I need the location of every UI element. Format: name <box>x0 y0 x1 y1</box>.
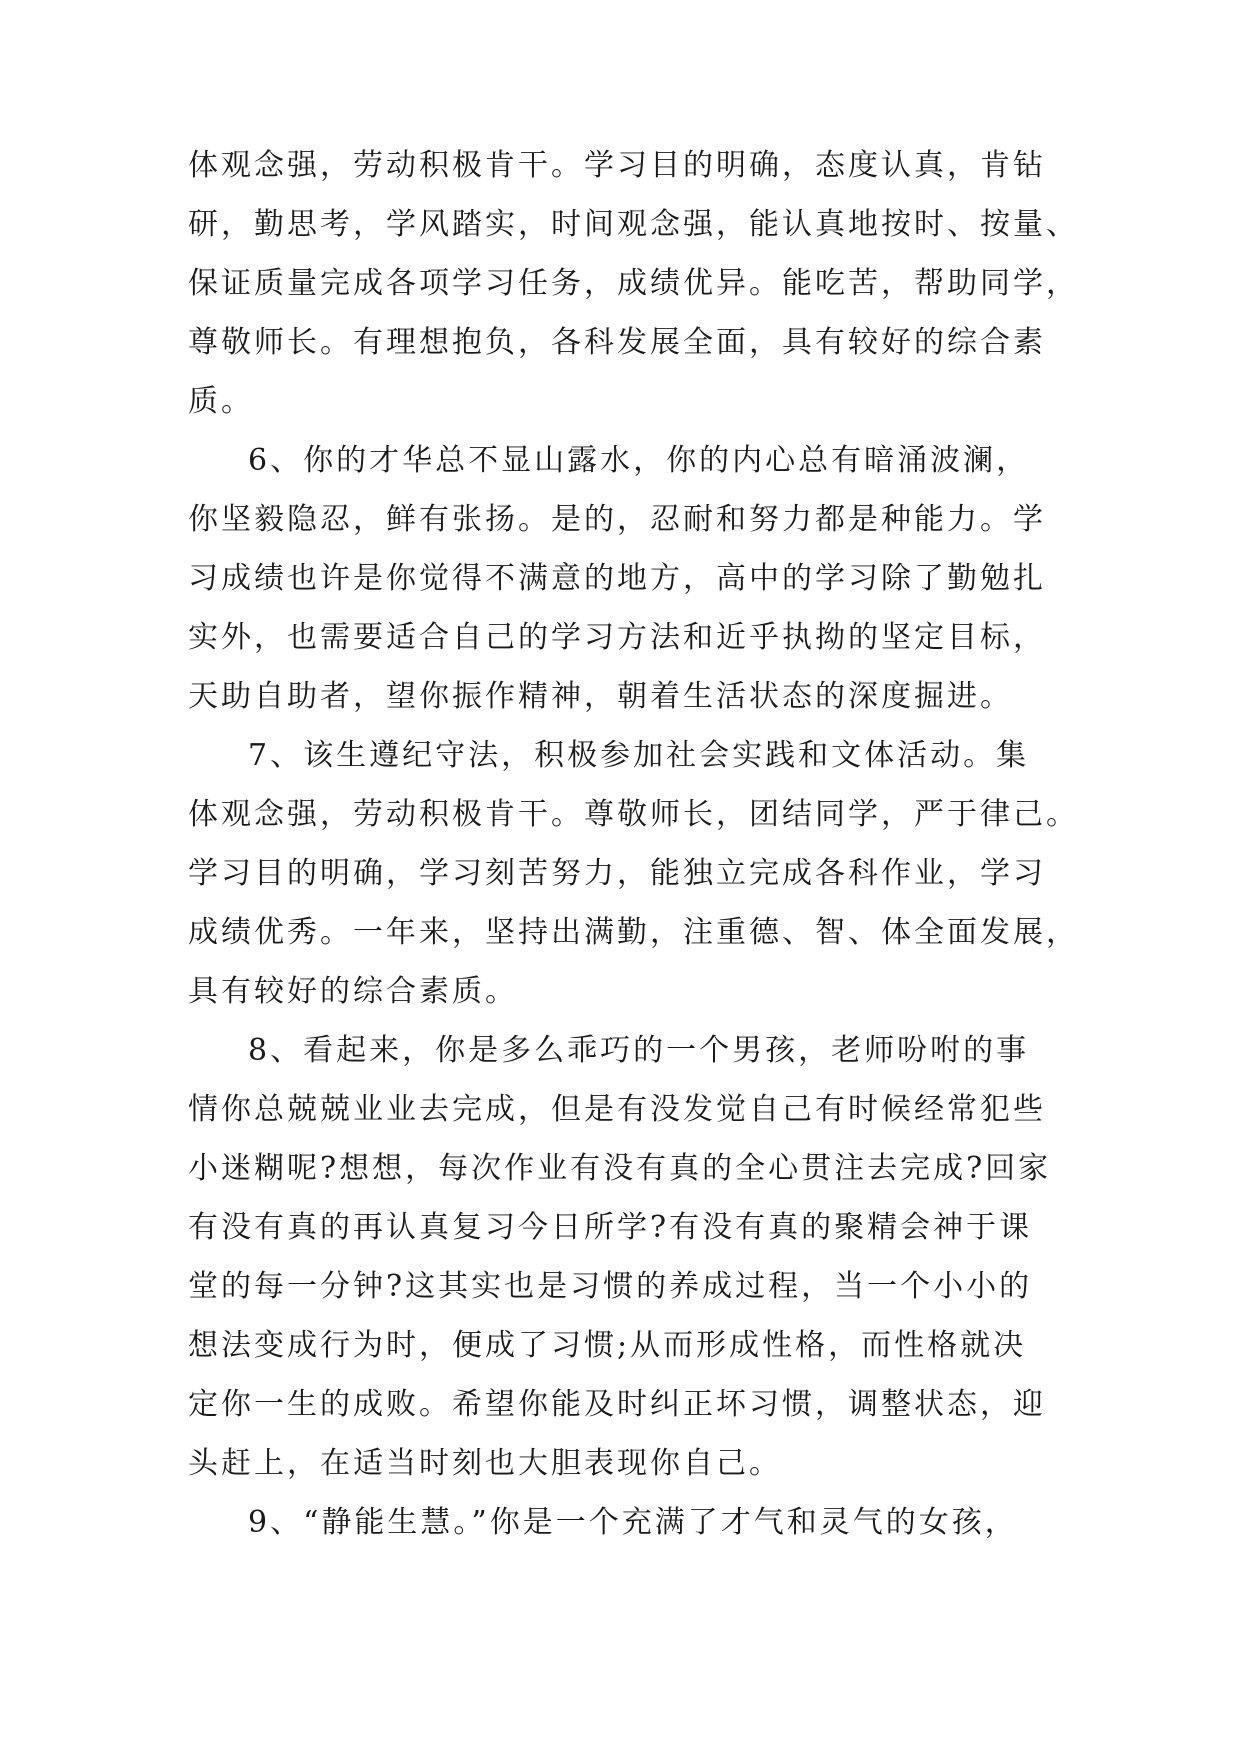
text-line: 学习目的明确，学习刻苦努力，能独立完成各科作业，学习 <box>188 856 1046 891</box>
text-line: 想法变成行为时，便成了习惯;从而形成性格，而性格就决 <box>188 1328 1027 1363</box>
text-line: 具有较好的综合素质。 <box>188 974 518 1009</box>
paragraph-start-line: 8、看起来，你是多么乖巧的一个男孩，老师吩咐的事 <box>248 1033 1030 1068</box>
text-line: 情你总兢兢业业去完成，但是有没发觉自己有时候经常犯些 <box>188 1092 1046 1127</box>
text-line: 习成绩也许是你觉得不满意的地方，高中的学习除了勤勉扎 <box>188 561 1046 596</box>
text-line: 头赶上，在适当时刻也大胆表现你自己。 <box>188 1446 782 1481</box>
text-line: 实外，也需要适合自己的学习方法和近乎执拗的坚定目标， <box>188 620 1046 655</box>
text-line: 保证质量完成各项学习任务，成绩优异。能吃苦，帮助同学， <box>188 266 1079 301</box>
text-line: 成绩优秀。一年来，坚持出满勤，注重德、智、体全面发展， <box>188 915 1079 950</box>
text-line: 定你一生的成败。希望你能及时纠正坏习惯，调整状态，迎 <box>188 1387 1046 1422</box>
text-line: 研，勤思考，学风踏实，时间观念强，能认真地按时、按量、 <box>188 207 1079 242</box>
text-line: 堂的每一分钟?这其实也是习惯的养成过程，当一个小小的 <box>188 1269 1033 1304</box>
text-line: 质。 <box>188 384 254 419</box>
paragraph-start-line: 7、该生遵纪守法，积极参加社会实践和文体活动。集 <box>248 738 1030 773</box>
text-line: 你坚毅隐忍，鲜有张扬。是的，忍耐和努力都是种能力。学 <box>188 502 1046 537</box>
text-line: 小迷糊呢?想想，每次作业有没有真的全心贯注去完成?回家 <box>188 1151 1052 1186</box>
paragraph-start-line: 6、你的才华总不显山露水，你的内心总有暗涌波澜， <box>248 443 1030 478</box>
text-line: 天助自助者，望你振作精神，朝着生活状态的深度掘进。 <box>188 679 1013 714</box>
text-line: 有没有真的再认真复习今日所学?有没有真的聚精会神于课 <box>188 1210 1033 1245</box>
text-line: 尊敬师长。有理想抱负，各科发展全面，具有较好的综合素 <box>188 325 1046 360</box>
paragraph-start-line: 9、“静能生慧。”你是一个充满了才气和灵气的女孩， <box>248 1505 1018 1540</box>
text-line: 体观念强，劳动积极肯干。学习目的明确，态度认真，肯钻 <box>188 148 1046 183</box>
text-line: 体观念强，劳动积极肯干。尊敬师长，团结同学，严于律己。 <box>188 797 1079 832</box>
